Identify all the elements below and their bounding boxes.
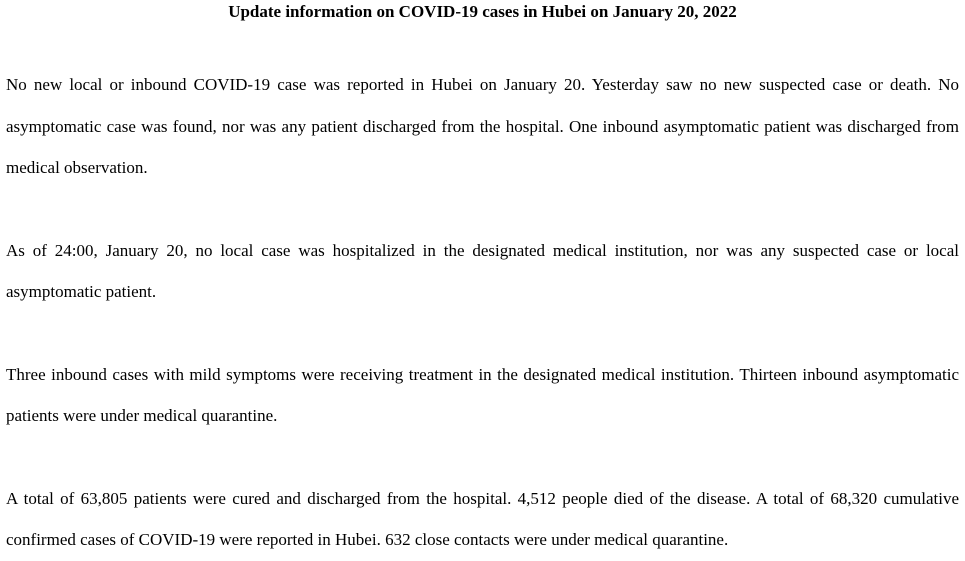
document-title: Update information on COVID-19 cases in Hubei on January 20, 2022 — [228, 2, 737, 21]
paragraph-inbound-treatment: Three inbound cases with mild symptoms were receiving treatment in the designated medical institution. Thirteen inbound asymptomatic patients were under medical quarantine. — [6, 364, 959, 425]
paragraph-new-cases: No new local or inbound COVID-19 case was reported in Hubei on January 20. Yesterday saw no new suspected case or death. No asymptomatic case was found, nor was any patient discharged from the hospital. One inbound asymptomatic patient was discharged from medical observation. — [6, 75, 959, 177]
paragraph-cumulative-totals: A total of 63,805 patients were cured and discharged from the hospital. 4,512 people died of the disease. A total of 68,320 cumulative confirmed cases of COVID-19 were reported in Hubei. 632 close contacts were under medical quarantine. — [6, 488, 959, 549]
paragraph-hospitalization-status: As of 24:00, January 20, no local case was hospitalized in the designated medical institution, nor was any suspected case or local asymptomatic patient. — [6, 240, 959, 301]
